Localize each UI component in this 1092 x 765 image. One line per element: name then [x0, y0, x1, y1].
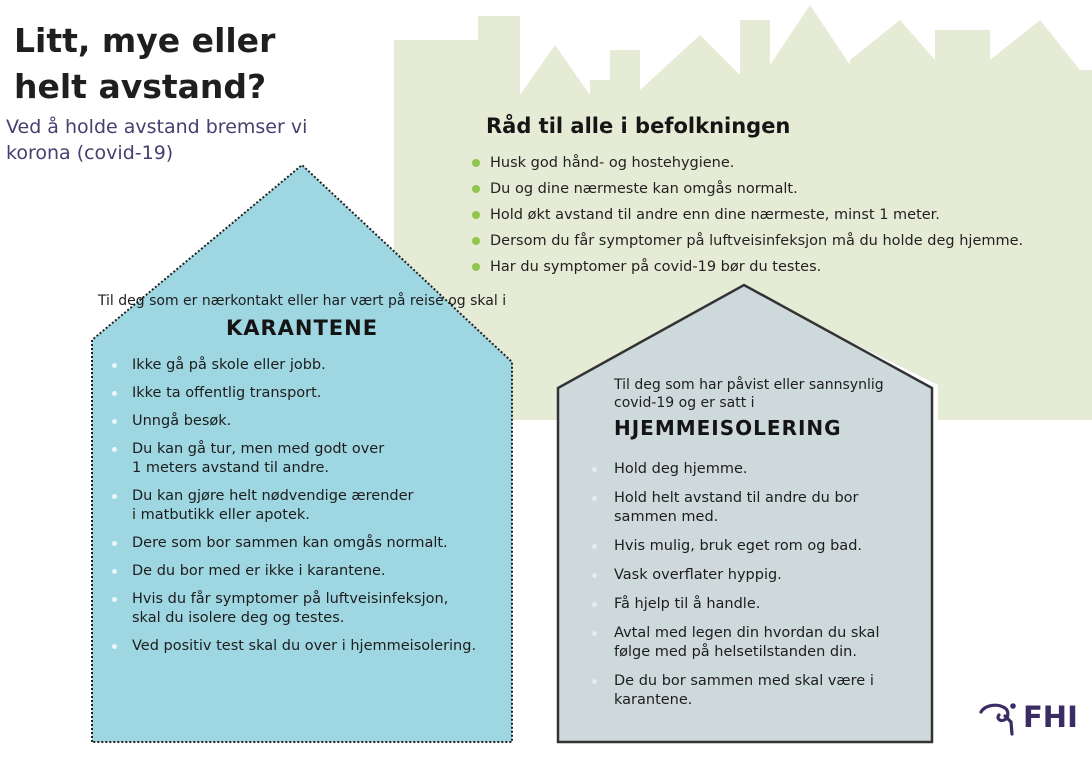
list-item: [112, 384, 502, 403]
list-item: [592, 566, 912, 585]
karantene-item: Ikke ta offentlig transport.: [132, 385, 322, 401]
karantene-intro: Til deg som er nærkontakt eller har vært på reise og skal i: [97, 293, 507, 309]
list-item: [592, 460, 912, 479]
list-item: [592, 595, 912, 614]
bullet-icon: [112, 569, 117, 574]
karantene-item: Dere som bor sammen kan omgås normalt.: [132, 535, 448, 551]
bullet-icon: [112, 597, 117, 602]
list-item: [112, 534, 502, 553]
karantene-section: [92, 292, 512, 665]
karantene-item: Unngå besøk.: [132, 413, 232, 429]
general-advice-item: Du og dine nærmeste kan omgås normalt.: [490, 181, 798, 197]
isolering-item: Hold helt avstand til andre du bor sammen med.: [614, 490, 859, 525]
general-advice-item: Dersom du får symptomer på luftveisinfeksjon må du holde deg hjemme.: [490, 233, 1024, 249]
isolering-item: Hvis mulig, bruk eget rom og bad.: [614, 538, 863, 554]
general-advice-heading: Råd til alle i befolkningen: [486, 114, 791, 138]
list-item: [112, 440, 502, 478]
list-item: [592, 624, 912, 662]
isolering-item: Vask overflater hyppig.: [614, 567, 782, 583]
bullet-icon: [592, 573, 597, 578]
title-line-1: Litt, mye eller: [14, 21, 276, 60]
list-item: [112, 412, 502, 431]
list-item: [592, 537, 912, 556]
isolering-item: De du bor sammen med skal være i karantene.: [614, 673, 874, 708]
list-item: [112, 590, 502, 628]
bullet-icon: [592, 467, 597, 472]
karantene-item: Ved positiv test skal du over i hjemmeisolering.: [132, 638, 477, 654]
bullet-icon: [112, 391, 117, 396]
list-item: [592, 672, 912, 710]
karantene-item: Du kan gå tur, men med godt over 1 meters avstand til andre.: [132, 441, 385, 476]
general-advice-item: Husk god hånd- og hostehygiene.: [490, 155, 735, 171]
title-line-2: helt avstand?: [14, 67, 267, 106]
isolering-item: Avtal med legen din hvordan du skal følge med på helsetilstanden din.: [614, 625, 880, 660]
general-advice-item: Hold økt avstand til andre enn dine nærmeste, minst 1 meter.: [490, 207, 940, 223]
isolering-item: Hold deg hjemme.: [614, 461, 748, 477]
isolering-list: [592, 460, 912, 710]
list-item: [592, 489, 912, 527]
list-item: [112, 356, 502, 375]
list-item: [112, 637, 502, 656]
bullet-icon: [592, 602, 597, 607]
list-item: [112, 487, 502, 525]
karantene-item: De du bor med er ikke i karantene.: [132, 563, 386, 579]
karantene-item: Du kan gjøre helt nødvendige ærender i matbutikk eller apotek.: [132, 488, 414, 523]
bullet-icon: [112, 419, 117, 424]
isolering-section: [592, 376, 922, 720]
karantene-item: Hvis du får symptomer på luftveisinfeksjon, skal du isolere deg og testes.: [132, 591, 449, 626]
karantene-heading: KARANTENE: [225, 316, 379, 340]
bullet-icon: [592, 679, 597, 684]
isolering-heading: HJEMMEISOLERING: [614, 416, 842, 440]
karantene-item: Ikke gå på skole eller jobb.: [132, 357, 326, 373]
list-item: [112, 562, 502, 581]
karantene-list: [92, 356, 502, 656]
bullet-icon: [112, 541, 117, 546]
bullet-icon: [592, 544, 597, 549]
fhi-logo-text: FHI: [1023, 700, 1078, 734]
bullet-icon: [112, 447, 117, 452]
general-advice-item: Har du symptomer på covid-19 bør du testes.: [490, 259, 822, 275]
bullet-icon: [592, 631, 597, 636]
page-subtitle: Ved å holde avstand bremser vi korona (covid-19): [6, 116, 308, 164]
bullet-icon: [112, 494, 117, 499]
bullet-icon: [112, 363, 117, 368]
bullet-icon: [592, 496, 597, 501]
isolering-item: Få hjelp til å handle.: [614, 596, 761, 612]
isolering-intro: Til deg som har påvist eller sannsynlig covid-19 og er satt i: [614, 377, 884, 411]
bullet-icon: [112, 644, 117, 649]
